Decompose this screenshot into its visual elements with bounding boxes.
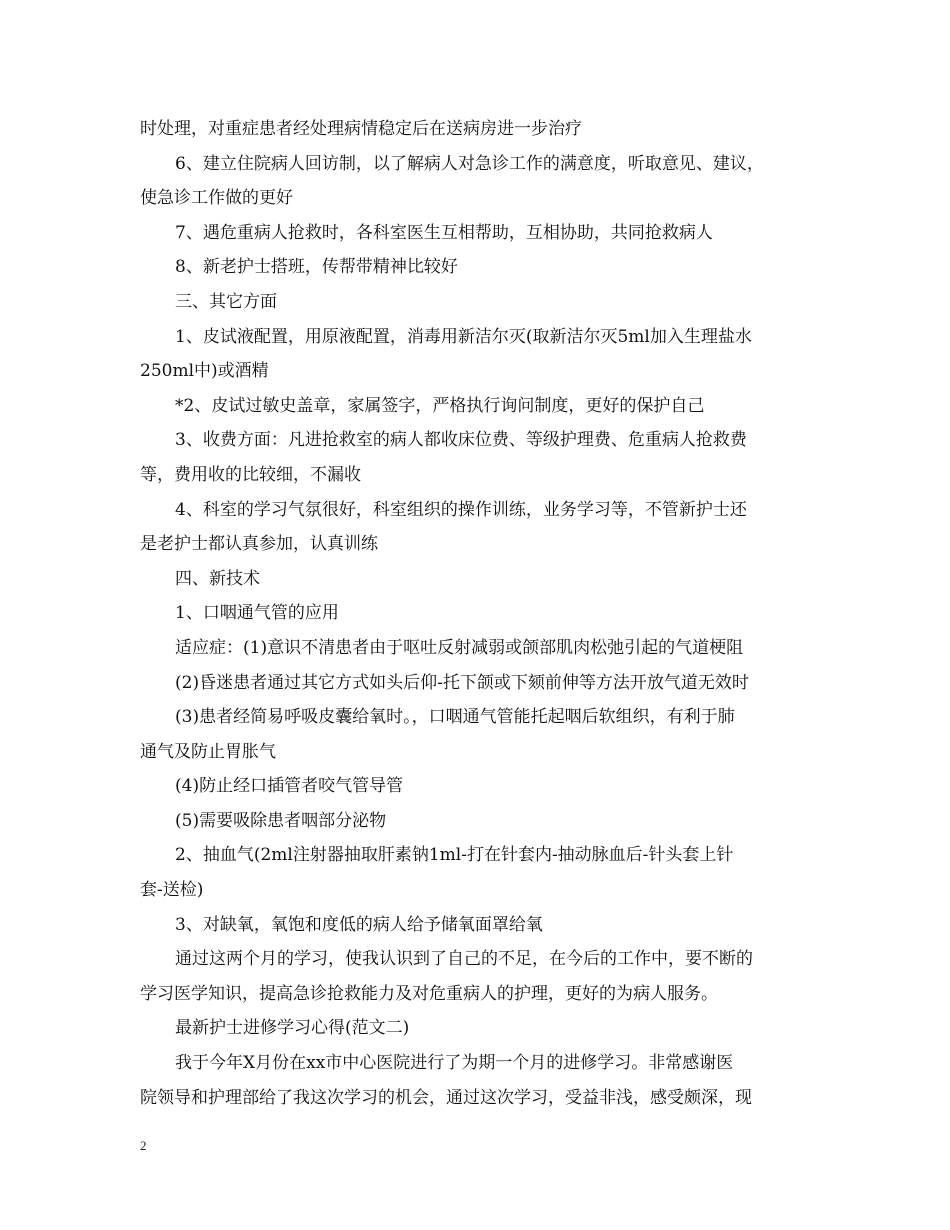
text-line: 7、遇危重病人抢救时，各科室医生互相帮助，互相协助，共同抢救病人 (175, 222, 713, 243)
text-line: (4)防止经口插管者咬气管导管 (175, 776, 404, 797)
text-line: 8、新老护士搭班，传帮带精神比较好 (175, 257, 458, 278)
page-number: 2 (140, 1138, 147, 1153)
text-line: 4、科室的学习气氛很好，科室组织的操作训练，业务学习等，不管新护士还 (175, 499, 747, 520)
section-heading: 四、新技术 (175, 568, 260, 589)
text-line: 套-送检) (140, 880, 204, 901)
text-line: 3、对缺氧，氧饱和度低的病人给予储氧面罩给氧 (175, 914, 543, 935)
text-line: 2、抽血气(2ml注射器抽取肝素钠1ml-打在针套内-抽动脉血后-针头套上针 (175, 845, 734, 866)
text-line: 1、口咽通气管的应用 (175, 603, 339, 624)
document-body (140, 112, 830, 1115)
text-line: 通过这两个月的学习，使我认识到了自己的不足，在今后的工作中，要不断的 (175, 949, 753, 970)
text-line: 3、收费方面：凡进抢救室的病人都收床位费、等级护理费、危重病人抢救费 (175, 430, 747, 451)
text-line: 是老护士都认真参加，认真训练 (140, 534, 378, 555)
text-line: 等，费用收的比较细，不漏收 (140, 464, 361, 485)
text-line: 院领导和护理部给了我这次学习的机会，通过这次学习，受益非浅，感受颇深，现 (140, 1087, 752, 1108)
text-line: 250ml中)或酒精 (140, 361, 269, 382)
text-line: 学习医学知识，提高急诊抢救能力及对危重病人的护理，更好的为病人服务。 (140, 983, 718, 1004)
text-line: *2、皮试过敏史盖章，家属签字，严格执行询问制度，更好的保护自己 (175, 395, 705, 416)
text-line: 适应症：(1)意识不清患者由于呕吐反射减弱或颌部肌肉松弛引起的气道梗阻 (175, 637, 744, 658)
text-line: 6、建立住院病人回访制，以了解病人对急诊工作的满意度，听取意见、建议， (175, 153, 764, 174)
text-line: (5)需要吸除患者咽部分泌物 (175, 810, 387, 831)
text-line: 我于今年X月份在xx市中心医院进行了为期一个月的进修学习。非常感谢医 (175, 1053, 734, 1074)
section-heading: 三、其它方面 (175, 291, 277, 312)
text-line: (2)昏迷患者通过其它方式如头后仰-托下颌或下颏前伸等方法开放气道无效时 (175, 672, 749, 693)
text-line: 使急诊工作做的更好 (140, 188, 293, 209)
text-line: 通气及防止胃胀气 (140, 741, 276, 762)
text-line: 1、皮试液配置，用原液配置，消毒用新洁尔灭(取新洁尔灭5ml加入生理盐水 (175, 326, 752, 347)
section-heading: 最新护士进修学习心得(范文二) (175, 1018, 410, 1039)
text-line: (3)患者经简易呼吸皮囊给氧时。，口咽通气管能托起咽后软组织，有利于肺 (175, 707, 735, 728)
text-line: 时处理，对重症患者经处理病情稳定后在送病房进一步治疗 (140, 119, 582, 139)
